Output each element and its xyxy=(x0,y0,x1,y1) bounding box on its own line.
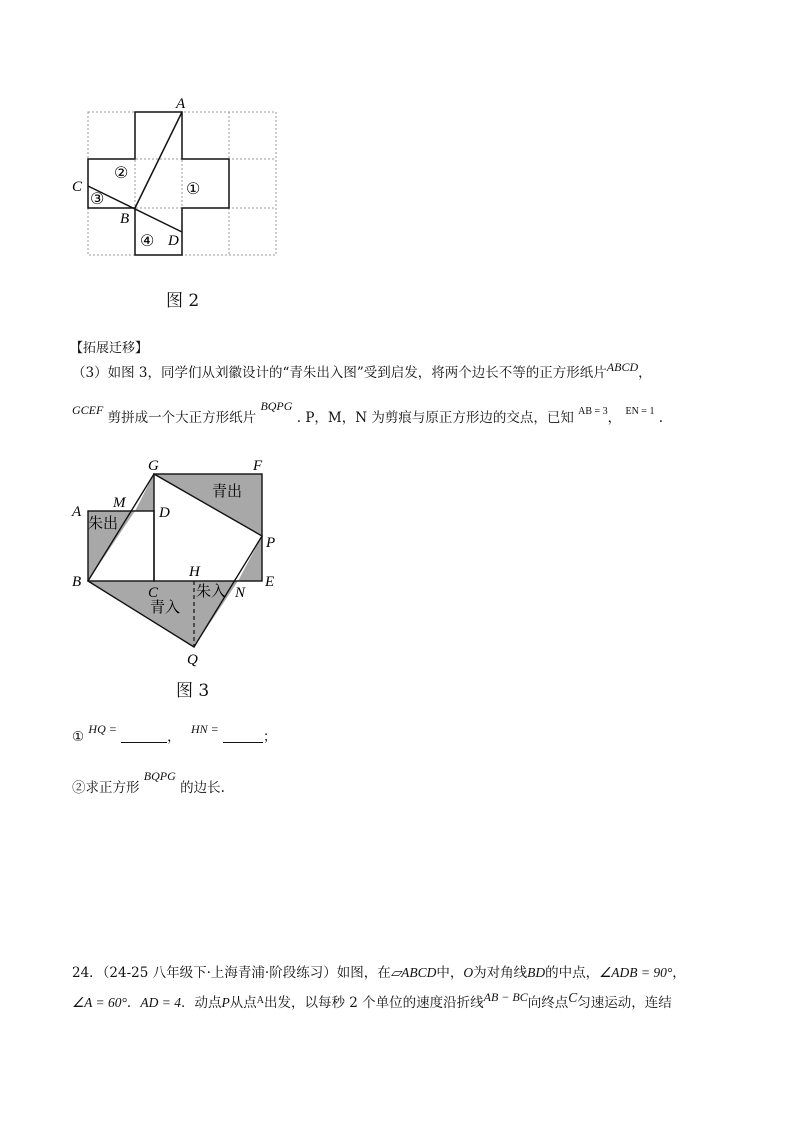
text-zhuru: 朱入 xyxy=(196,584,227,600)
label-g: G xyxy=(148,458,159,474)
q2-prefix: ②求正方形 xyxy=(72,780,140,796)
problem3-line2-text: 剪拼成一个大正方形纸片 xyxy=(107,410,257,426)
p24-text-f: ． xyxy=(126,995,141,1011)
given-ab: AB = 3 xyxy=(578,406,608,417)
point-a: A xyxy=(256,995,264,1006)
question-2 xyxy=(72,769,225,798)
angle-adb: ∠ADB = 90° xyxy=(599,965,673,980)
p24-text-j: 向终点 xyxy=(527,995,569,1011)
square-gcef: GCEF xyxy=(72,403,104,417)
label-b: B xyxy=(120,211,130,227)
segment-ab xyxy=(135,112,182,208)
figure-2-diagram xyxy=(70,92,290,264)
p24-text-k: 匀速运动，连结 xyxy=(577,995,672,1011)
region-3: ③ xyxy=(90,191,105,208)
text-zhuchu: 朱出 xyxy=(88,516,119,532)
label-d: D xyxy=(159,505,170,521)
hq-label: HQ = xyxy=(88,722,117,736)
q1-end: ； xyxy=(263,729,277,745)
label-f: F xyxy=(253,458,263,474)
problem3-line1-prefix: （3）如图 3，同学们从刘徽设计的“青朱出入图”受到启发，将两个边长不等的正方形纸片 xyxy=(72,365,607,381)
section-title: 【拓展迁移】 xyxy=(70,341,149,356)
given-en: EN = 1 xyxy=(625,406,655,417)
q2-bqpg: BQPG xyxy=(143,769,176,783)
p24-text-h: 从点 xyxy=(229,995,257,1011)
diagonal-bd: BD xyxy=(527,965,546,980)
comma: ， xyxy=(607,410,622,426)
p24-text-i: 出发，以每秒 2 个单位的速度沿折线 xyxy=(263,995,484,1011)
label-p: P xyxy=(266,535,276,551)
label-c: C xyxy=(72,179,83,195)
p24-text-a: 24．（24-25 八年级下·上海青浦·阶段练习）如图，在 xyxy=(72,965,391,981)
label-a: A xyxy=(176,96,186,112)
point-p: P xyxy=(221,995,230,1010)
figure-3-diagram xyxy=(66,450,296,670)
hn-label: HN = xyxy=(190,722,219,736)
region-1: ① xyxy=(186,181,201,198)
problem3-line2-after: . xyxy=(296,410,302,426)
text-qingru: 青入 xyxy=(150,600,181,616)
period: . xyxy=(658,410,664,426)
figure-2-caption: 图 2 xyxy=(166,291,200,311)
length-ad: AD = 4 xyxy=(140,995,181,1010)
hn-answer-blank[interactable] xyxy=(223,728,263,743)
label-d: D xyxy=(168,233,179,249)
problem3-line2 xyxy=(72,399,664,430)
parallelogram-abcd: ▱ABCD xyxy=(390,965,437,980)
label-a: A xyxy=(72,504,82,520)
label-n: N xyxy=(235,585,246,601)
label-q: Q xyxy=(187,652,198,668)
hq-answer-blank[interactable] xyxy=(121,728,167,743)
angle-a: ∠A = 60° xyxy=(72,995,127,1010)
label-e: E xyxy=(265,574,275,590)
label-m: M xyxy=(113,495,126,511)
problem3-line1-suffix: ， xyxy=(638,365,652,381)
p24-text-e: ， xyxy=(672,965,686,981)
p24-text-c: 为对角线 xyxy=(473,965,528,981)
p24-text-d: 的中点， xyxy=(545,965,600,981)
square-abcd: ABCD xyxy=(606,360,639,374)
text-qingchu: 青出 xyxy=(212,484,243,500)
problem3-points: P，M，N 为剪痕与原正方形边的交点，已知 xyxy=(305,410,574,426)
problem24-line2 xyxy=(72,990,672,1015)
q1-marker: ① xyxy=(72,729,85,745)
region-2: ② xyxy=(114,165,129,182)
label-h: H xyxy=(189,564,200,580)
point-c: C xyxy=(568,990,578,1005)
figure-3-caption: 图 3 xyxy=(176,681,210,701)
label-c: C xyxy=(148,585,159,601)
question-1 xyxy=(72,722,277,747)
q1-comma: ， xyxy=(167,729,181,745)
point-o: O xyxy=(463,965,474,980)
square-bqpg: BQPG xyxy=(260,399,293,413)
q2-suffix: 的边长. xyxy=(180,780,225,796)
p24-text-b: 中， xyxy=(436,965,464,981)
problem24-line1 xyxy=(72,963,686,983)
path-ab-bc: AB − BC xyxy=(483,990,528,1004)
problem3-line1 xyxy=(72,360,652,383)
region-4: ④ xyxy=(140,233,155,250)
p24-text-g: ．动点 xyxy=(180,995,222,1011)
label-b: B xyxy=(72,574,82,590)
cross-shape xyxy=(88,112,229,255)
